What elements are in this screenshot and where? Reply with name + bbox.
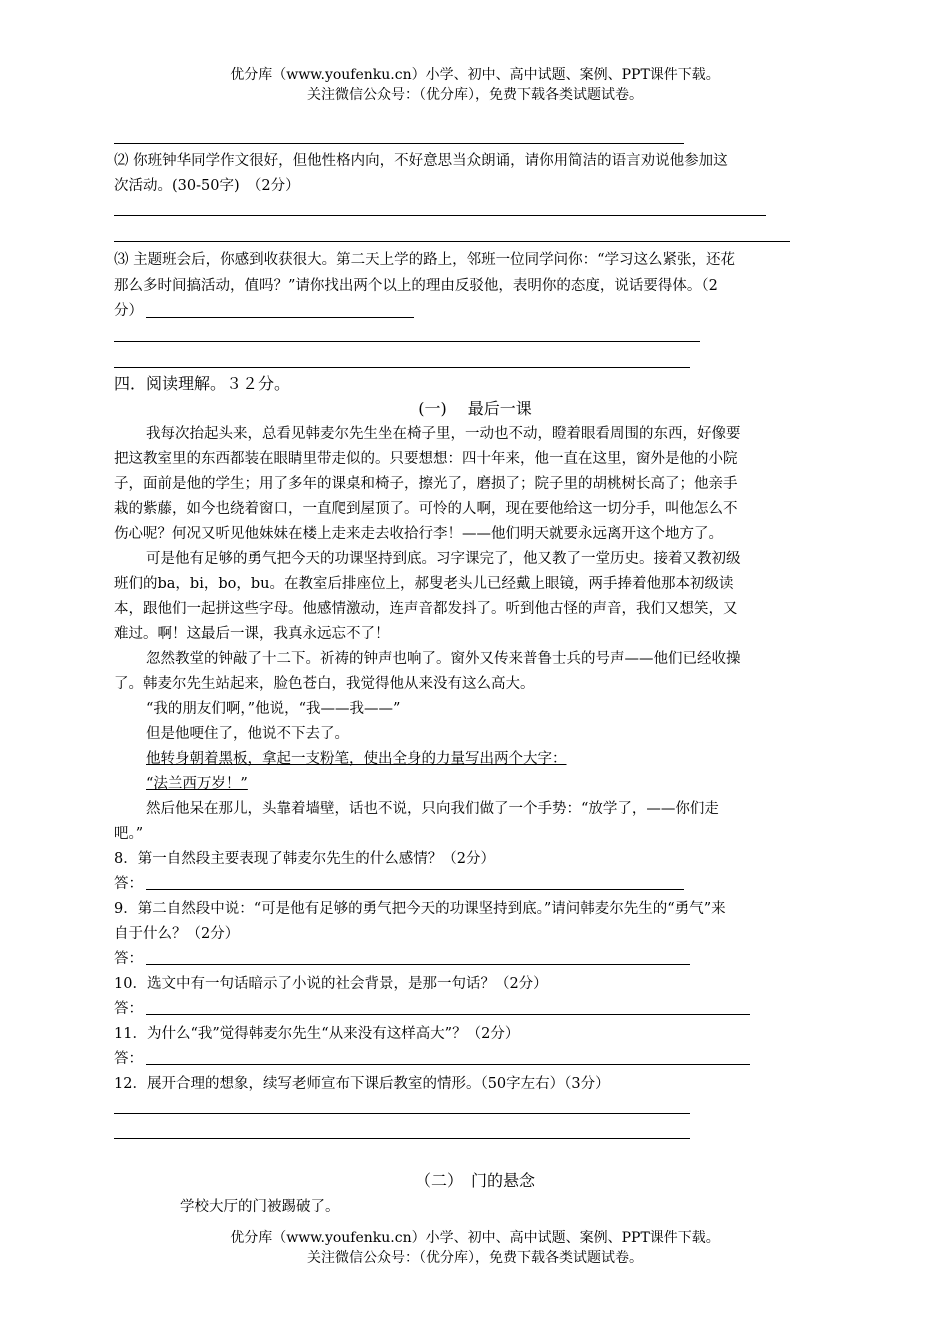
q3-line-1: ⑶ 主题班会后，你感到收获很大。第二天上学的路上，邻班一位同学问你：“学习这么紧张，还花 — [114, 252, 736, 268]
passage-line: 子，面前是他的学生；用了多年的课桌和椅子，擦光了，磨损了；院子里的胡桃树长高了；他亲手 — [114, 476, 738, 492]
question-8: 8．第一自然段主要表现了韩麦尔先生的什么感情？（2分） — [114, 851, 495, 867]
passage-line: 伤心呢？何况又听见他妹妹在楼上走来走去收拾行李！——他们明天就要永远离开这个地方了。 — [114, 526, 723, 542]
underlined-sentence: 他转身朝着黑板，拿起一支粉笔，使出全身的力量写出两个大字： — [146, 751, 567, 767]
question-9-line-1: 9．第二自然段中说：“可是他有足够的勇气把今天的功课坚持到底。”请问韩麦尔先生的“勇气”来 — [114, 901, 726, 917]
passage-line: 把这教室里的东西都装在眼睛里带走似的。只要想想：四十年来，他一直在这里，窗外是他的小院 — [114, 451, 738, 467]
answer-label: 答： — [114, 951, 143, 967]
part2-title: （二） 门的悬念 — [414, 1171, 535, 1190]
q3-line-2: 那么多时间搞活动，值吗？”请你找出两个以上的理由反驳他，表明你的态度，说话要得体。（2 — [114, 278, 718, 294]
answer-label: 答： — [114, 1001, 143, 1017]
part2-first-line: 学校大厅的门被踢破了。 — [180, 1199, 340, 1215]
passage-line: 然后他呆在那儿，头靠着墙壁，话也不说，只向我们做了一个手势：“放学了，——你们走 — [146, 801, 719, 817]
passage-line: 吧。” — [114, 826, 144, 842]
passage-line: 可是他有足够的勇气把今天的功课坚持到底。习字课完了，他又教了一堂历史。接着又教初级 — [146, 551, 741, 567]
answer-rule — [114, 341, 700, 342]
passage-line: 栽的紫藤，如今也绕着窗口，一直爬到屋顶了。可怜的人啊，现在要他给这一切分手，叫他怎么不 — [114, 501, 738, 517]
passage-line: 难过。啊！这最后一课，我真永远忘不了！ — [114, 626, 390, 642]
question-10: 10．选文中有一句话暗示了小说的社会背景，是那一句话？（2分） — [114, 976, 548, 992]
question-12: 12．展开合理的想象，续写老师宣布下课后教室的情形。（50字左右）（3分） — [114, 1076, 610, 1092]
question-9-line-2: 自于什么？（2分） — [114, 926, 240, 942]
passage-line: 我每次抬起头来，总看见韩麦尔先生坐在椅子里，一动也不动，瞪着眼看周围的东西，好像要 — [146, 426, 741, 442]
header-line-2: 关注微信公众号：（优分库），免费下载各类试题试卷。 — [307, 87, 643, 103]
answer-rule — [114, 1113, 690, 1114]
answer-rule — [114, 1138, 690, 1139]
answer-rule — [146, 1064, 750, 1065]
answer-rule — [114, 143, 684, 144]
answer-rule — [146, 317, 414, 318]
answer-label: 答： — [114, 1051, 143, 1067]
answer-rule — [146, 964, 690, 965]
passage-line: 忽然教堂的钟敲了十二下。祈祷的钟声也响了。窗外又传来普鲁士兵的号声——他们已经收操 — [146, 651, 741, 667]
section-heading: 四．阅读理解。３２分。 — [114, 374, 291, 393]
footer-line-1: 优分库（www.youfenku.cn）小学、初中、高中试题、案例、PPT课件下载。 — [230, 1230, 720, 1246]
footer-line-2: 关注微信公众号：（优分库），免费下载各类试题试卷。 — [307, 1250, 643, 1266]
passage-line: 了。韩麦尔先生站起来，脸色苍白，我觉得他从来没有这么高大。 — [114, 676, 535, 692]
answer-rule — [114, 241, 790, 242]
underlined-sentence: “法兰西万岁！” — [146, 776, 248, 792]
answer-rule — [114, 367, 690, 368]
part1-title: (一) 最后一课 — [418, 399, 532, 418]
answer-rule — [114, 215, 766, 216]
answer-label: 答： — [114, 876, 143, 892]
question-11: 11．为什么“我”觉得韩麦尔先生“从来没有这样高大”？（2分） — [114, 1026, 520, 1042]
q3-line-3: 分） — [114, 303, 143, 319]
passage-line: 但是他哽住了，他说不下去了。 — [146, 726, 349, 742]
header-line-1: 优分库（www.youfenku.cn）小学、初中、高中试题、案例、PPT课件下载。 — [230, 67, 720, 83]
passage-line: 本，跟他们一起拼这些字母。他感情激动，连声音都发抖了。听到他古怪的声音，我们又想笑，又 — [114, 601, 738, 617]
q2-line-1: ⑵ 你班钟华同学作文很好，但他性格内向，不好意思当众朗诵，请你用简洁的语言劝说他参加这 — [114, 153, 728, 169]
passage-line: 班们的ba，bi，bo，bu。在教室后排座位上，郝叟老头儿已经戴上眼镜，两手捧着他那本初级读 — [114, 576, 734, 592]
q2-line-2: 次活动。(30-50字) （2分） — [114, 178, 300, 194]
passage-line: “我的朋友们啊，”他说，“我——我——” — [146, 701, 401, 717]
answer-rule — [146, 889, 684, 890]
answer-rule — [146, 1014, 750, 1015]
